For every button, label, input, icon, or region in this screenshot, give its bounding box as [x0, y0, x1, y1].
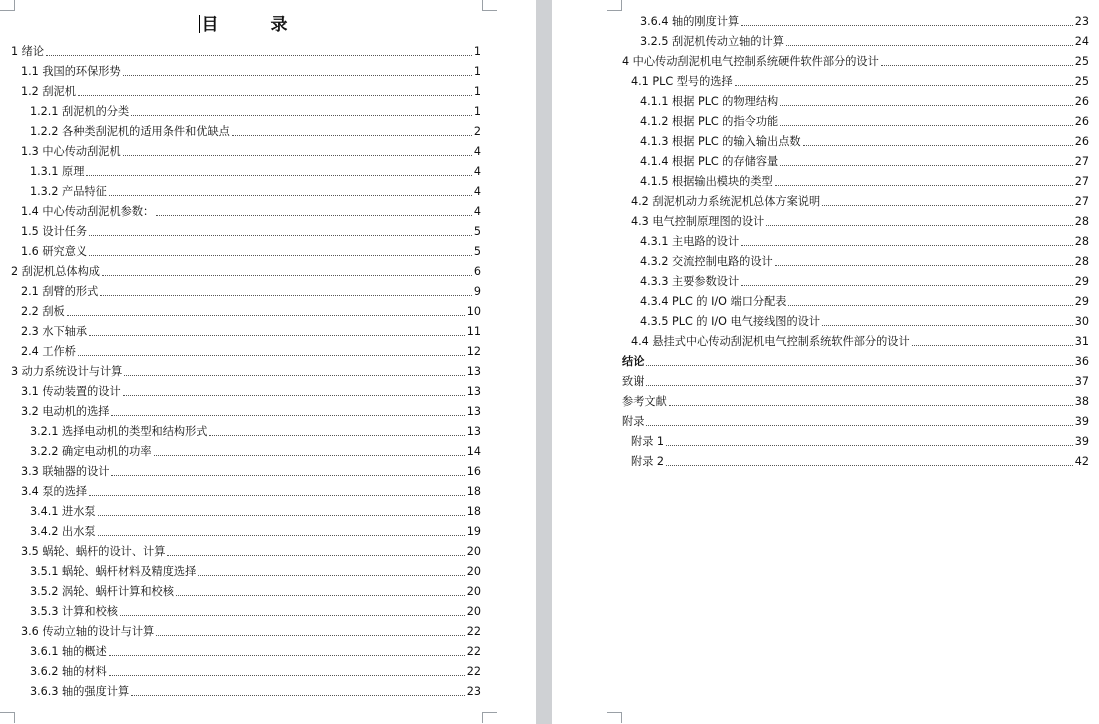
- toc-entry-page-number: 27: [1074, 195, 1089, 208]
- toc-entry[interactable]: [640, 13, 1089, 30]
- toc-entry[interactable]: [21, 323, 481, 340]
- toc-dot-leader: [666, 444, 1073, 446]
- toc-entry-page-number: 20: [466, 585, 481, 598]
- toc-dot-leader: [89, 494, 465, 496]
- toc-entry[interactable]: [21, 83, 481, 100]
- document-page-right: [552, 0, 1099, 724]
- toc-dot-leader: [78, 94, 472, 96]
- toc-entry-title: 2.3 水下轴承: [21, 325, 88, 338]
- toc-entry-page-number: 12: [466, 345, 481, 358]
- toc-entry[interactable]: [640, 173, 1089, 190]
- toc-entry[interactable]: [30, 183, 481, 200]
- toc-entry[interactable]: [640, 293, 1089, 310]
- toc-entry[interactable]: [21, 143, 481, 160]
- toc-entry-title: 3.6.1 轴的概述: [30, 645, 107, 658]
- toc-entry-title: 致谢: [622, 375, 645, 388]
- toc-dot-leader: [741, 244, 1073, 246]
- toc-entry-title: 4.3.1 主电路的设计: [640, 235, 740, 248]
- toc-entry-page-number: 13: [466, 385, 481, 398]
- toc-entry-page-number: 19: [466, 525, 481, 538]
- toc-dot-leader: [646, 364, 1072, 366]
- toc-entry-title: 1.1 我国的环保形势: [21, 65, 121, 78]
- toc-entry[interactable]: [30, 443, 481, 460]
- toc-entry-title: 4.1.5 根据输出模块的类型: [640, 175, 773, 188]
- toc-entry[interactable]: [21, 63, 481, 80]
- toc-dot-leader: [775, 264, 1073, 266]
- toc-entry-title: 4.1.4 根据 PLC 的存储容量: [640, 155, 779, 168]
- toc-entry-title: 3.2 电动机的选择: [21, 405, 110, 418]
- toc-entry-page-number: 22: [466, 625, 481, 638]
- toc-entry[interactable]: [30, 503, 481, 520]
- toc-dot-leader: [881, 64, 1073, 66]
- toc-entry[interactable]: [30, 163, 481, 180]
- toc-entry-title: 3.1 传动装置的设计: [21, 385, 121, 398]
- toc-dot-leader: [786, 44, 1073, 46]
- toc-entry[interactable]: [640, 33, 1089, 50]
- toc-entry-page-number: 38: [1074, 395, 1089, 408]
- toc-entry-title: 3.6.2 轴的材料: [30, 665, 107, 678]
- toc-entry-page-number: 20: [466, 545, 481, 558]
- toc-entry-page-number: 27: [1074, 175, 1089, 188]
- toc-entry-page-number: 5: [473, 225, 481, 238]
- toc-entry-page-number: 4: [473, 165, 481, 178]
- toc-entry-title: 结论: [622, 355, 645, 368]
- toc-entry-title: 4.3.2 交流控制电路的设计: [640, 255, 773, 268]
- toc-dot-leader: [167, 554, 464, 556]
- toc-entry-title: 4 中心传动刮泥机电气控制系统硬件软件部分的设计: [622, 55, 879, 68]
- toc-entry[interactable]: [640, 153, 1089, 170]
- toc-entry-page-number: 13: [466, 405, 481, 418]
- toc-entry-title: 4.3 电气控制原理图的设计: [631, 215, 765, 228]
- toc-entry[interactable]: [21, 203, 481, 220]
- toc-entry-title: 参考文献: [622, 395, 667, 408]
- toc-dot-leader: [123, 394, 465, 396]
- toc-dot-leader: [209, 434, 464, 436]
- toc-entry-page-number: 13: [466, 365, 481, 378]
- toc-entry-page-number: 36: [1074, 355, 1089, 368]
- toc-dot-leader: [124, 374, 464, 376]
- toc-entry-title: 1.3.2 产品特征: [30, 185, 107, 198]
- toc-dot-leader: [111, 414, 464, 416]
- toc-dot-leader: [109, 674, 465, 676]
- toc-dot-leader: [123, 74, 472, 76]
- toc-title-char-2: 录: [270, 15, 288, 35]
- toc-entry-title: 3.5.1 蜗轮、蜗杆材料及精度选择: [30, 565, 197, 578]
- toc-entry-page-number: 5: [473, 245, 481, 258]
- toc-dot-leader: [788, 304, 1072, 306]
- toc-dot-leader: [156, 214, 472, 216]
- toc-entry[interactable]: [631, 213, 1089, 230]
- toc-entry-page-number: 39: [1074, 415, 1089, 428]
- toc-entry[interactable]: [631, 193, 1089, 210]
- toc-dot-leader: [741, 284, 1073, 286]
- toc-entry[interactable]: [622, 373, 1089, 390]
- toc-title-char-1: 目: [201, 15, 219, 35]
- toc-entry-page-number: 30: [1074, 315, 1089, 328]
- toc-entry[interactable]: [631, 453, 1089, 470]
- toc-entry-title: 4.1 PLC 型号的选择: [631, 75, 733, 88]
- page-gap: [536, 0, 552, 724]
- toc-entry[interactable]: [640, 113, 1089, 130]
- toc-entry[interactable]: [30, 123, 481, 140]
- toc-dot-leader: [803, 144, 1073, 146]
- toc-entry[interactable]: [21, 343, 481, 360]
- toc-entry-page-number: 14: [466, 445, 481, 458]
- toc-entry-page-number: 37: [1074, 375, 1089, 388]
- toc-entry-title: 1.5 设计任务: [21, 225, 88, 238]
- toc-entry-page-number: 11: [466, 325, 481, 338]
- toc-dot-leader: [109, 654, 465, 656]
- toc-entry-title: 3.5.2 涡轮、蜗杆计算和校核: [30, 585, 174, 598]
- toc-entry[interactable]: [21, 623, 481, 640]
- toc-entry-title: 3.4 泵的选择: [21, 485, 88, 498]
- toc-entry-page-number: 29: [1074, 275, 1089, 288]
- toc-entry-page-number: 4: [473, 185, 481, 198]
- toc-entry-page-number: 26: [1074, 95, 1089, 108]
- toc-dot-leader: [822, 204, 1073, 206]
- toc-dot-leader: [154, 454, 465, 456]
- toc-entry[interactable]: [631, 333, 1089, 350]
- toc-entry-title: 3.4.1 进水泵: [30, 505, 96, 518]
- toc-entry-title: 3.6.3 轴的强度计算: [30, 685, 130, 698]
- toc-entry-title: 4.3.3 主要参数设计: [640, 275, 740, 288]
- toc-entry-title: 4.3.4 PLC 的 I/O 端口分配表: [640, 295, 787, 308]
- toc-dot-leader: [86, 174, 471, 176]
- toc-entry[interactable]: [30, 663, 481, 680]
- toc-entry-title: 1.2.2 各种类刮泥机的适用条件和优缺点: [30, 125, 230, 138]
- toc-entry-title: 3.2.5 刮泥机传动立轴的计算: [640, 35, 784, 48]
- toc-entry-title: 3.6 传动立轴的设计与计算: [21, 625, 155, 638]
- toc-dot-leader: [646, 424, 1072, 426]
- toc-dot-leader: [741, 24, 1073, 26]
- document-page-left: [0, 0, 536, 724]
- toc-dot-leader: [669, 404, 1073, 406]
- toc-entry-title: 3.5.3 计算和校核: [30, 605, 118, 618]
- toc-entry-page-number: 18: [466, 505, 481, 518]
- toc-entry-page-number: 6: [473, 265, 481, 278]
- toc-entry-page-number: 9: [473, 285, 481, 298]
- toc-entry-title: 2.1 刮臂的形式: [21, 285, 99, 298]
- toc-entry-title: 3.5 蜗轮、蜗杆的设计、计算: [21, 545, 166, 558]
- toc-dot-leader: [666, 464, 1073, 466]
- toc-entry-title: 1 绪论: [11, 45, 45, 58]
- toc-entry-page-number: 10: [466, 305, 481, 318]
- toc-entry-title: 3 动力系统设计与计算: [11, 365, 123, 378]
- toc-entry-title: 4.4 悬挂式中心传动刮泥机电气控制系统软件部分的设计: [631, 335, 910, 348]
- toc-entry[interactable]: [11, 363, 481, 380]
- toc-dot-leader: [156, 634, 465, 636]
- toc-dot-leader: [67, 314, 465, 316]
- toc-entry-page-number: 28: [1074, 255, 1089, 268]
- toc-entry[interactable]: [21, 483, 481, 500]
- toc-entry-title: 附录 2: [631, 455, 665, 468]
- toc-entry[interactable]: [11, 263, 481, 280]
- toc-dot-leader: [780, 164, 1073, 166]
- toc-entry-page-number: 1: [473, 85, 481, 98]
- toc-entry-title: 3.6.4 轴的刚度计算: [640, 15, 740, 28]
- toc-entry-page-number: 27: [1074, 155, 1089, 168]
- toc-entry-page-number: 39: [1074, 435, 1089, 448]
- toc-entry-title: 1.2 刮泥机: [21, 85, 76, 98]
- toc-entry[interactable]: [30, 103, 481, 120]
- toc-entry-page-number: 13: [466, 425, 481, 438]
- toc-entry-page-number: 28: [1074, 215, 1089, 228]
- toc-entry-title: 4.3.5 PLC 的 I/O 电气接线图的设计: [640, 315, 821, 328]
- toc-entry[interactable]: [21, 383, 481, 400]
- toc-entry-title: 1.3.1 原理: [30, 165, 85, 178]
- toc-entry[interactable]: [622, 413, 1089, 430]
- toc-dot-leader: [735, 84, 1073, 86]
- toc-entry-page-number: 1: [473, 45, 481, 58]
- toc-entry[interactable]: [21, 243, 481, 260]
- toc-entry-title: 1.6 研究意义: [21, 245, 88, 258]
- toc-entry-title: 2 刮泥机总体构成: [11, 265, 100, 278]
- toc-entry-title: 4.2 刮泥机动力系统泥机总体方案说明: [631, 195, 821, 208]
- toc-entry-page-number: 22: [466, 645, 481, 658]
- toc-entry[interactable]: [640, 233, 1089, 250]
- toc-entry[interactable]: [30, 683, 481, 700]
- toc-entry[interactable]: [631, 73, 1089, 90]
- toc-entry[interactable]: [622, 53, 1089, 70]
- toc-entry-title: 2.2 刮板: [21, 305, 65, 318]
- toc-dot-leader: [102, 274, 472, 276]
- toc-dot-leader: [98, 514, 465, 516]
- toc-entry[interactable]: [640, 273, 1089, 290]
- toc-list-right: [552, 0, 1099, 724]
- toc-dot-leader: [100, 294, 472, 296]
- toc-entry-page-number: 25: [1074, 75, 1089, 88]
- toc-entry-title: 4.1.1 根据 PLC 的物理结构: [640, 95, 779, 108]
- toc-entry-page-number: 1: [473, 105, 481, 118]
- toc-entry[interactable]: [640, 133, 1089, 150]
- toc-dot-leader: [780, 104, 1073, 106]
- toc-entry[interactable]: [21, 303, 481, 320]
- toc-entry-title: 1.4 中心传动刮泥机参数：: [21, 205, 155, 218]
- toc-entry[interactable]: [30, 583, 481, 600]
- toc-dot-leader: [89, 234, 472, 236]
- toc-dot-leader: [111, 474, 464, 476]
- toc-entry[interactable]: [640, 93, 1089, 110]
- toc-entry-title: 1.3 中心传动刮泥机: [21, 145, 121, 158]
- toc-entry-page-number: 22: [466, 665, 481, 678]
- toc-entry-page-number: 4: [473, 145, 481, 158]
- toc-entry[interactable]: [640, 313, 1089, 330]
- toc-entry-page-number: 24: [1074, 35, 1089, 48]
- toc-dot-leader: [78, 354, 465, 356]
- toc-dot-leader: [89, 254, 472, 256]
- toc-entry[interactable]: [30, 563, 481, 580]
- toc-entry[interactable]: [30, 603, 481, 620]
- toc-entry-page-number: 29: [1074, 295, 1089, 308]
- toc-entry[interactable]: [11, 43, 481, 60]
- toc-entry-page-number: 23: [1074, 15, 1089, 28]
- toc-entry[interactable]: [30, 423, 481, 440]
- toc-entry-page-number: 1: [473, 65, 481, 78]
- toc-entry-title: 1.2.1 刮泥机的分类: [30, 105, 130, 118]
- toc-entry[interactable]: [640, 253, 1089, 270]
- toc-entry-page-number: 42: [1074, 455, 1089, 468]
- toc-entry-title: 3.2.2 确定电动机的功率: [30, 445, 152, 458]
- toc-entry[interactable]: [21, 283, 481, 300]
- toc-dot-leader: [912, 344, 1073, 346]
- toc-dot-leader: [89, 334, 465, 336]
- toc-list-left: [0, 0, 536, 724]
- toc-entry-title: 附录 1: [631, 435, 665, 448]
- toc-dot-leader: [131, 114, 472, 116]
- toc-dot-leader: [775, 184, 1073, 186]
- toc-entry[interactable]: [30, 643, 481, 660]
- toc-entry-page-number: 20: [466, 605, 481, 618]
- toc-dot-leader: [98, 534, 465, 536]
- toc-dot-leader: [822, 324, 1073, 326]
- toc-entry-title: 3.2.1 选择电动机的类型和结构形式: [30, 425, 208, 438]
- toc-dot-leader: [46, 54, 472, 56]
- toc-dot-leader: [131, 694, 465, 696]
- toc-dot-leader: [123, 154, 472, 156]
- toc-entry-title: 2.4 工作桥: [21, 345, 76, 358]
- toc-dot-leader: [232, 134, 472, 136]
- toc-entry-page-number: 26: [1074, 115, 1089, 128]
- toc-entry-title: 3.4.2 出水泵: [30, 525, 96, 538]
- toc-entry[interactable]: [21, 223, 481, 240]
- toc-entry[interactable]: [30, 523, 481, 540]
- toc-dot-leader: [766, 224, 1073, 226]
- toc-entry[interactable]: [631, 433, 1089, 450]
- toc-entry-page-number: 16: [466, 465, 481, 478]
- toc-dot-leader: [109, 194, 472, 196]
- toc-entry-title: 3.3 联轴器的设计: [21, 465, 110, 478]
- toc-entry-page-number: 23: [466, 685, 481, 698]
- toc-entry-page-number: 26: [1074, 135, 1089, 148]
- toc-entry-page-number: 25: [1074, 55, 1089, 68]
- toc-entry[interactable]: [21, 463, 481, 480]
- toc-dot-leader: [646, 384, 1072, 386]
- toc-entry-title: 4.1.2 根据 PLC 的指令功能: [640, 115, 779, 128]
- toc-dot-leader: [176, 594, 465, 596]
- toc-entry-page-number: 2: [473, 125, 481, 138]
- toc-dot-leader: [780, 124, 1073, 126]
- toc-entry[interactable]: [622, 393, 1089, 410]
- toc-entry-page-number: 20: [466, 565, 481, 578]
- toc-entry[interactable]: [622, 353, 1089, 370]
- toc-entry[interactable]: [21, 543, 481, 560]
- toc-entry-title: 4.1.3 根据 PLC 的输入输出点数: [640, 135, 801, 148]
- toc-entry-page-number: 4: [473, 205, 481, 218]
- toc-entry-page-number: 28: [1074, 235, 1089, 248]
- toc-entry[interactable]: [21, 403, 481, 420]
- toc-entry-title: 附录: [622, 415, 645, 428]
- toc-dot-leader: [198, 574, 464, 576]
- toc-entry-page-number: 31: [1074, 335, 1089, 348]
- toc-dot-leader: [120, 614, 465, 616]
- toc-entry-page-number: 18: [466, 485, 481, 498]
